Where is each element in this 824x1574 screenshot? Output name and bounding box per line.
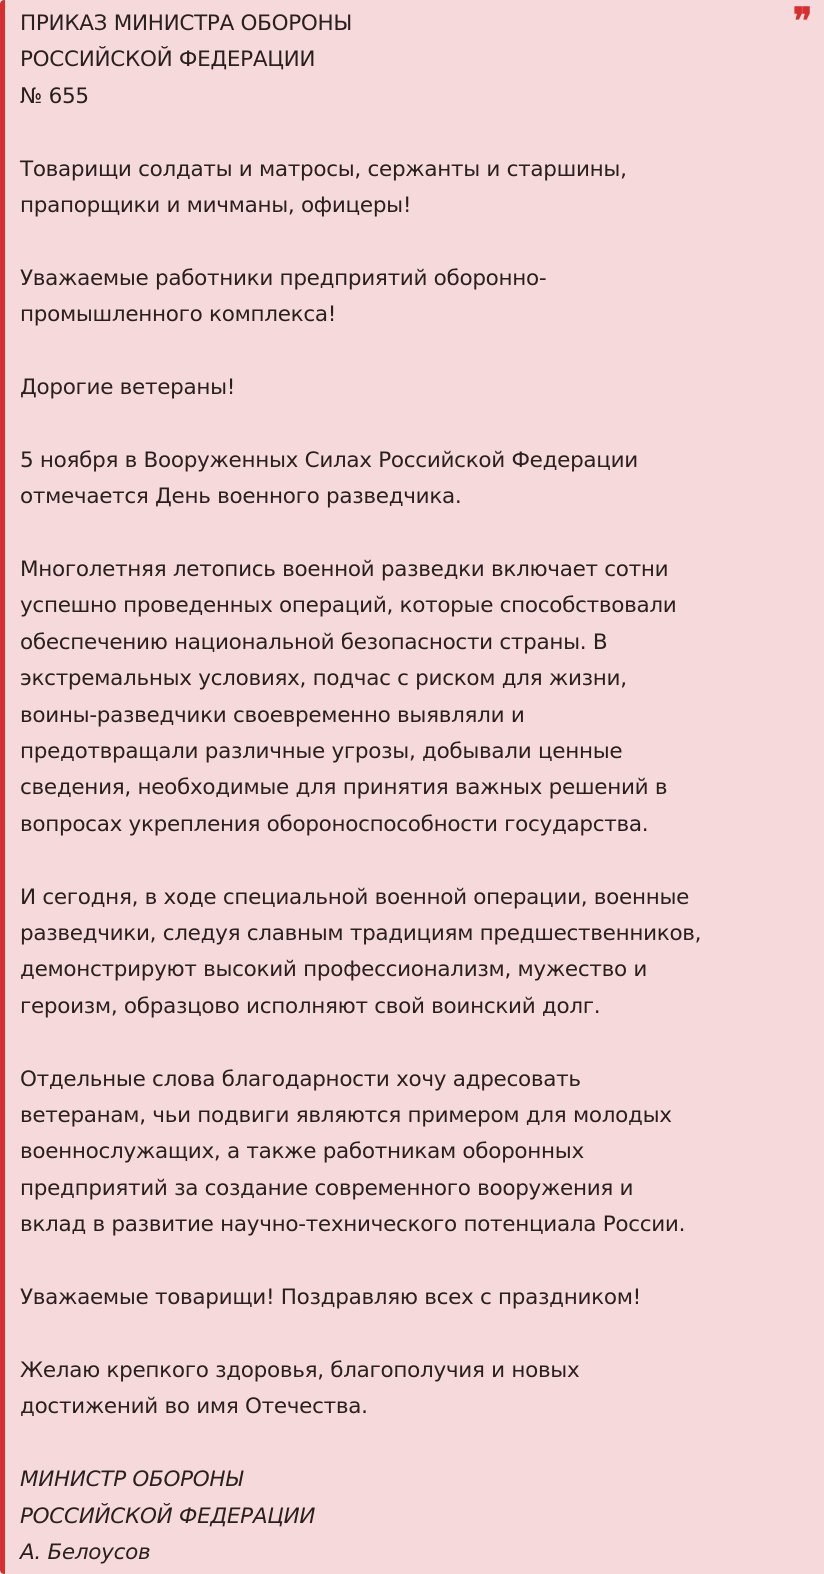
paragraph-line: достижений во имя Отечества. xyxy=(20,1394,368,1420)
paragraph-line: Товарищи солдаты и матросы, сержанты и старшины, xyxy=(20,156,627,182)
paragraph-line: героизм, образцово исполняют свой воинский долг. xyxy=(20,993,601,1019)
paragraph-line: экстремальных условиях, подчас с риском для жизни, xyxy=(20,666,627,692)
paragraph xyxy=(20,1280,784,1316)
paragraph-line: предприятий за создание современного вооружения и xyxy=(20,1175,634,1201)
paragraph-line: демонстрируют высокий профессионализм, мужество и xyxy=(20,957,648,983)
paragraph-line: отмечается День военного разведчика. xyxy=(20,484,462,510)
paragraph-line: успешно проведенных операций, которые способствовали xyxy=(20,593,677,619)
paragraph xyxy=(20,370,784,406)
paragraph-line: сведения, необходимые для принятия важных решений в xyxy=(20,775,668,801)
signature-title-line-2: РОССИЙСКОЙ ФЕДЕРАЦИИ xyxy=(20,1503,316,1529)
paragraph-line: Отдельные слова благодарности хочу адресовать xyxy=(20,1066,581,1092)
paragraph-line: Дорогие ветераны! xyxy=(20,375,236,401)
paragraph-line: военнослужащих, а также работникам оборонных xyxy=(20,1139,584,1165)
paragraph-line: ветеранам, чьи подвиги являются примером для молодых xyxy=(20,1103,672,1129)
order-body xyxy=(20,115,784,1425)
paragraph-line: И сегодня, в ходе специальной военной операции, военные xyxy=(20,884,690,910)
paragraph xyxy=(20,552,784,843)
paragraph-line: прапорщики и мичманы, офицеры! xyxy=(20,193,412,219)
paragraph xyxy=(20,1353,784,1426)
paragraph xyxy=(20,880,784,1026)
order-number: № 655 xyxy=(20,83,89,109)
paragraph-line: Уважаемые товарищи! Поздравляю всех с праздником! xyxy=(20,1285,641,1311)
paragraph xyxy=(20,152,784,225)
quote-icon: ❞ xyxy=(792,0,812,42)
paragraph-line: промышленного комплекса! xyxy=(20,302,337,328)
paragraph-line: 5 ноября в Вооруженных Силах Российской Федерации xyxy=(20,447,638,473)
paragraph-line: предотвращали различные угрозы, добывали ценные xyxy=(20,739,623,765)
order-title-line-2: РОССИЙСКОЙ ФЕДЕРАЦИИ xyxy=(20,47,316,73)
paragraph-line: воины-разведчики своевременно выявляли и xyxy=(20,702,525,728)
paragraph xyxy=(20,443,784,516)
paragraph-line: вопросах укрепления обороноспособности государства. xyxy=(20,811,649,837)
paragraph-line: разведчики, следуя славным традициям предшественников, xyxy=(20,921,702,947)
paragraph-line: вклад в развитие научно-технического потенциала России. xyxy=(20,1212,686,1238)
order-header xyxy=(20,6,784,115)
paragraph xyxy=(20,1062,784,1244)
signature-title-line-1: МИНИСТР ОБОРОНЫ xyxy=(20,1467,243,1493)
paragraph-line: Многолетняя летопись военной разведки включает сотни xyxy=(20,557,669,583)
signature-name: А. Белоусов xyxy=(20,1539,151,1565)
order-title-line-1: ПРИКАЗ МИНИСТРА ОБОРОНЫ xyxy=(20,11,353,36)
paragraph-line: обеспечению национальной безопасности страны. В xyxy=(20,629,608,655)
paragraph-line: Уважаемые работники предприятий оборонно- xyxy=(20,265,547,291)
paragraph-line: Желаю крепкого здоровья, благополучия и новых xyxy=(20,1357,580,1383)
signature xyxy=(20,1462,784,1571)
paragraph xyxy=(20,261,784,334)
